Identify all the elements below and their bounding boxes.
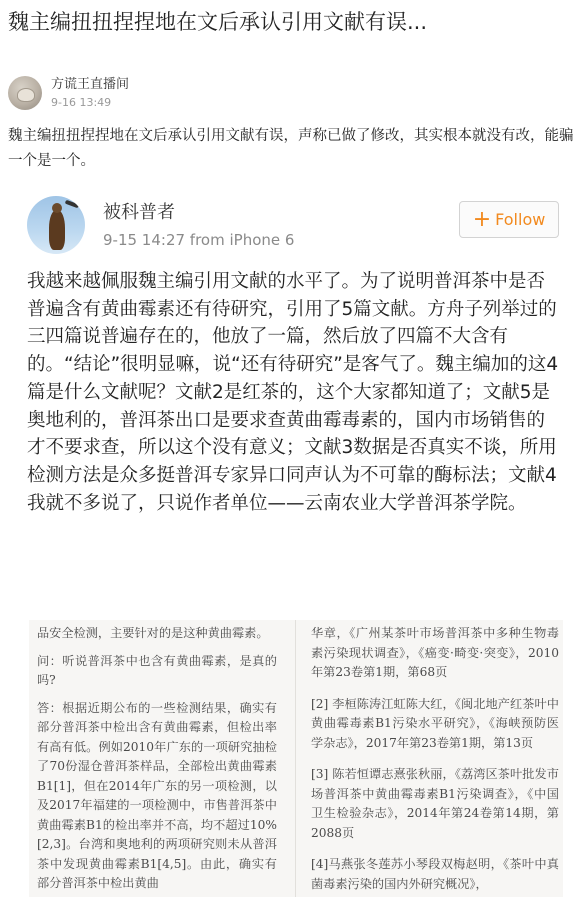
follow-label: Follow bbox=[495, 210, 546, 229]
author-name[interactable]: 方谎王直播间 bbox=[51, 77, 130, 92]
plus-icon: + bbox=[472, 206, 492, 232]
wing-shape bbox=[65, 200, 80, 209]
card-meta: 9-15 14:27 from iPhone 6 bbox=[103, 231, 295, 249]
follow-button[interactable] bbox=[459, 201, 559, 238]
scan-reference: [3] 陈若恒谭志熹张秋丽，《荔湾区茶叶批发市场普洱茶中黄曲霉毒素B1污染调查》，《中国卫生检验杂志》，2014年第24卷第14期，第2088页 bbox=[311, 767, 559, 840]
bird-icon bbox=[49, 210, 65, 250]
card-text: 我越来越佩服魏主编引用文献的水平了。为了说明普洱茶中是否普遍含有黄曲霉素还有待研究，引用了5篇文献。方舟子列举过的三四篇说普遍存在的，他放了一篇，然后放了四篇不大含有的。“结论”很明显嘛，说“还有待研究”是客气了。魏主编加的这4篇是什么文献呢？文献2是红茶的，这个大家都知道了；文献5是奥地利的，普洱茶出口是要求查黄曲霉毒素的，国内市场销售的才不要求查，所以这个没有意义；文献3数据是否真实不谈，所用检测方法是众多挺普洱专家异口同声认为不可靠的酶标法；文献4我就不多说了，只说作者单位——云南农业大学普洱茶学院。 bbox=[27, 271, 559, 514]
scan-divider bbox=[295, 620, 296, 897]
scan-paragraph: 答：根据近期公布的一些检测结果，确实有部分普洱茶中检出含有黄曲霉素，但检出率有高有低。例如2010年广东的一项研究抽检了70份湿仓普洱茶样品，全部检出黄曲霉素B1[1]，但在2014年广东的另一项检测，以及2017年福建的一项检测中，市售普洱茶中黄曲霉素B1的检出率并不高，均不超过10%[2,3]。台湾和奥地利的两项研究则未从普洱茶中发现黄曲霉素B1[4,5]。由此，确实有部分普洱茶中检出黄曲 bbox=[37, 700, 277, 890]
scan-reference: [4]马燕张冬莲苏小琴段双梅赵明，《茶叶中真菌毒素污染的国内外研究概况》， bbox=[311, 857, 559, 891]
scan-paragraph: 品安全检测，主要针对的是这种黄曲霉素。 bbox=[37, 626, 269, 640]
embedded-weibo-card bbox=[13, 186, 574, 897]
author-row bbox=[8, 74, 308, 114]
post-timestamp: 9-16 13:49 bbox=[51, 96, 112, 109]
scan-left-column bbox=[37, 624, 277, 897]
scan-paragraph: 问：听说普洱茶中也含有黄曲霉素，是真的吗? bbox=[37, 653, 277, 687]
card-author-name[interactable]: 被科普者 bbox=[103, 202, 175, 223]
scan-reference: 华章，《广州某茶叶市场普洱茶中多种生物毒素污染现状调查》，《癌变·畸变·突变》，2010年第23卷第1期，第68页 bbox=[311, 626, 559, 679]
scan-reference: [2] 李桓陈涛江虹陈大红，《闽北地产红茶叶中黄曲霉毒素B1污染水平研究》，《海峡预防医学杂志》，2017年第23卷第1期，第13页 bbox=[311, 696, 559, 750]
post-body: 魏主编扭扭捏捏地在文后承认引用文献有误，声称已做了修改，其实根本就没有改，能骗一个是一个。 bbox=[8, 128, 574, 169]
post-title[interactable]: 魏主编扭扭捏捏地在文后承认引用文献有误... bbox=[8, 10, 428, 34]
author-avatar[interactable] bbox=[8, 76, 42, 110]
scanned-document-image[interactable] bbox=[29, 620, 563, 897]
card-avatar[interactable] bbox=[27, 196, 85, 254]
scan-right-column bbox=[311, 624, 559, 897]
